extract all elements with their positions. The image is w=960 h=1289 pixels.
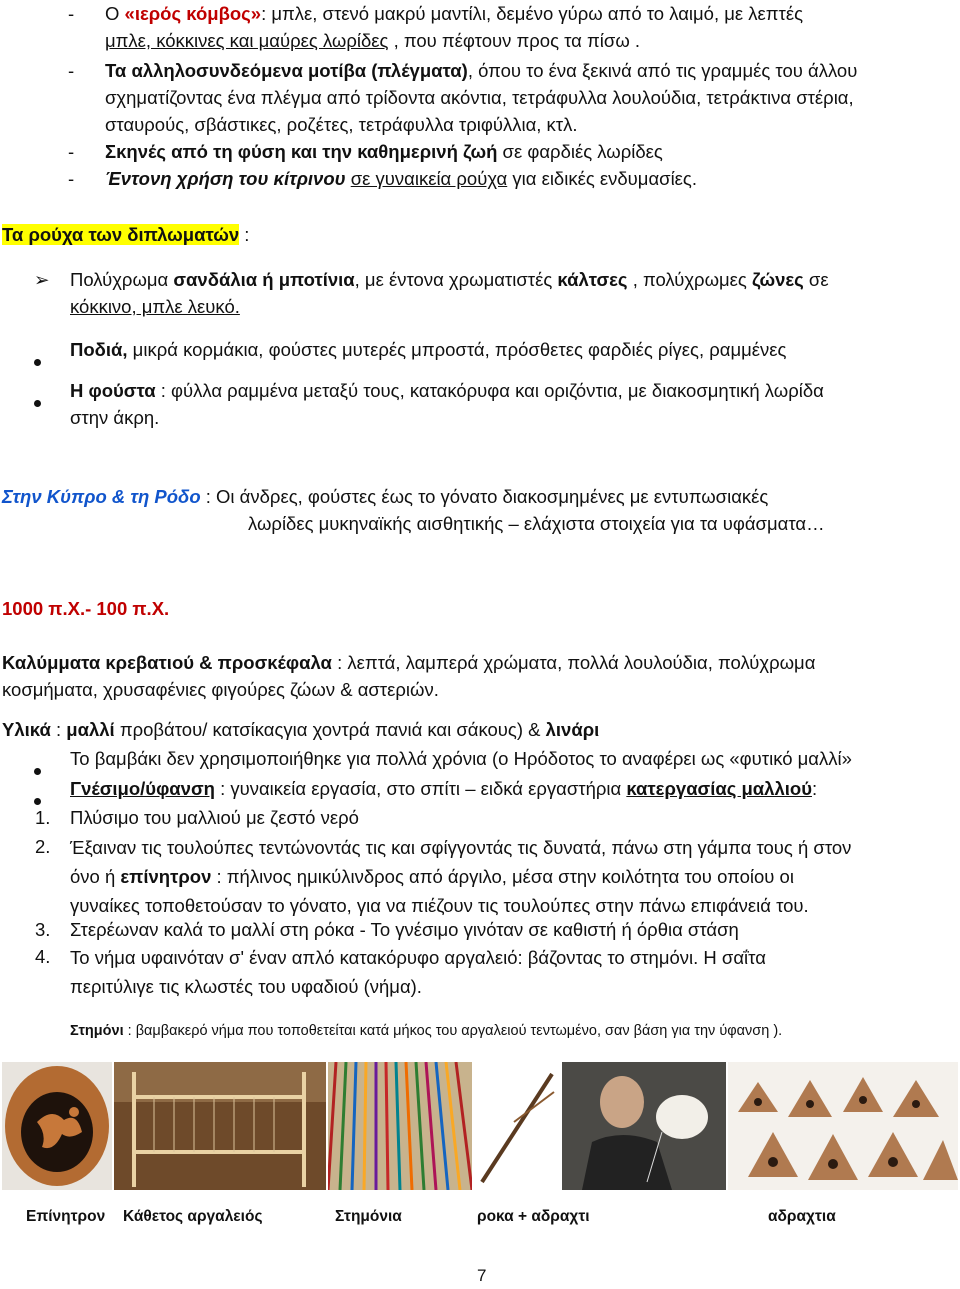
- bullet-icon: [34, 768, 41, 775]
- cyprus-paragraph: Στην Κύπρο & τη Ρόδο : Οι άνδρες, φούστες έως το γόνατο διακοσμημένες με εντυπωσιακές λωρίδες μυκηναϊκής αισθητικής – ελάχιστα στοιχεία για τα υφάσματα…: [2, 486, 825, 534]
- spindle-whorls-image: [728, 1062, 958, 1190]
- period-heading: 1000 π.Χ.- 100 π.Χ.: [2, 598, 170, 619]
- arrow-bullet-icon: ➢: [34, 269, 50, 290]
- caption: αδραχτια: [768, 1208, 836, 1225]
- spinning-woman-image: [562, 1062, 726, 1190]
- caption: Στημόνια: [335, 1208, 402, 1225]
- section-heading: Τα ρούχα των διπλωματών :: [2, 224, 250, 245]
- caption: ροκα + αδραχτι: [477, 1208, 590, 1225]
- covers-paragraph: Καλύμματα κρεβατιού & προσκέφαλα : λεπτά, λαμπερά χρώματα, πολλά λουλούδια, πολύχρωμα κοσμήματα, χρυσαφένιες φιγούρες ζώων & αστεριών.: [2, 652, 816, 700]
- vertical-loom-image: [114, 1062, 326, 1190]
- caption: Κάθετος αργαλειός: [123, 1208, 263, 1225]
- warp-threads-image: [328, 1062, 472, 1190]
- image-strip: [0, 1062, 960, 1190]
- caption: Επίνητρον: [26, 1208, 106, 1225]
- page-number: 7: [477, 1266, 487, 1285]
- materials-paragraph: Υλικά : μαλλί προβάτου/ κατσίκαςγια χοντρά πανιά και σάκους) & λινάρι: [2, 719, 600, 740]
- bullet-icon: [34, 359, 41, 366]
- warp-note: Στημόνι : βαμβακερό νήμα που τοποθετείται κατά μήκος του αργαλειού τεντωμένο, σαν βάση για την ύφανση ).: [70, 1023, 783, 1039]
- epinetron-image: [2, 1062, 112, 1190]
- bullet-icon: [34, 400, 41, 407]
- distaff-spindle-image: [474, 1062, 560, 1190]
